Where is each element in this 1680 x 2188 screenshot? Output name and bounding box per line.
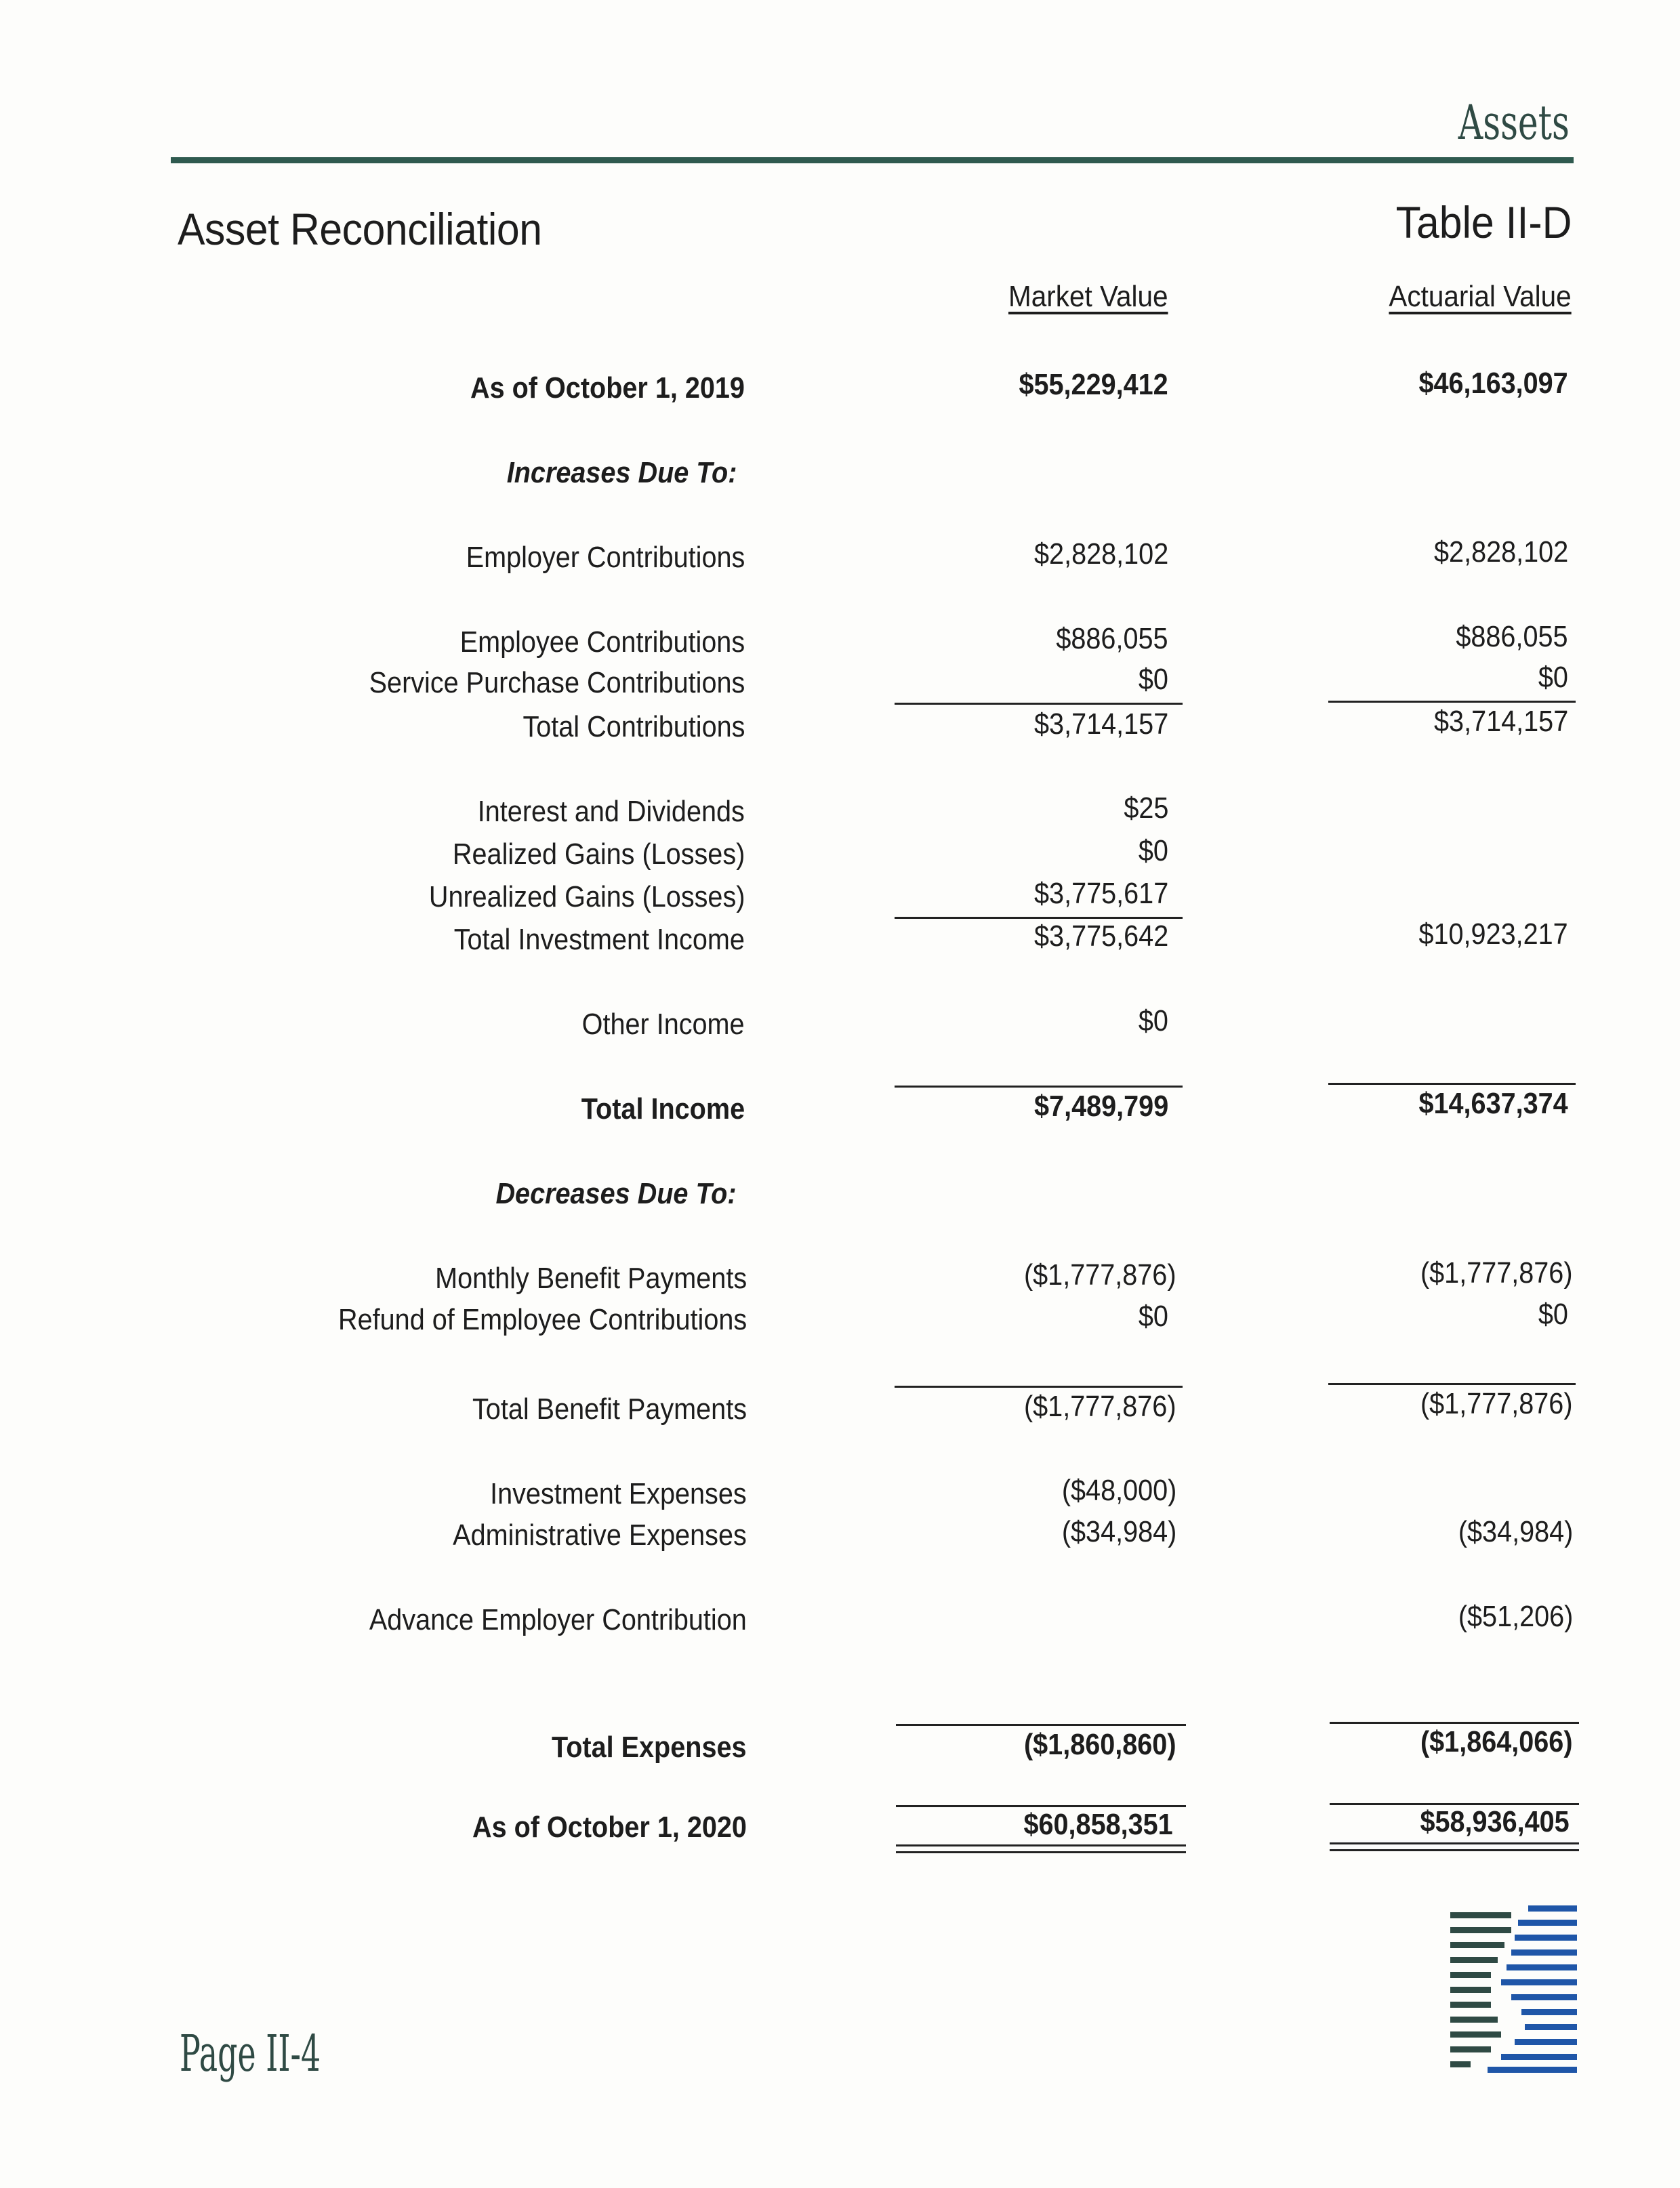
section-tag: Assets: [1458, 95, 1570, 150]
market-ending-double-rule-1: [896, 1844, 1186, 1846]
actuarial-advance-employer-contribution: ($51,206): [1458, 1600, 1573, 1633]
market-employer-contributions: $2,828,102: [1033, 537, 1168, 571]
actuarial-total-benefit-payments: ($1,777,876): [1420, 1387, 1573, 1420]
market-expenses-rule: [896, 1724, 1186, 1726]
market-unrealized-gains: $3,775,617: [1033, 877, 1168, 910]
market-other-income: $0: [1138, 1004, 1168, 1037]
market-total-income: $7,489,799: [1033, 1090, 1168, 1123]
row-label-unrealized-gains: Unrealized Gains (Losses): [428, 880, 745, 913]
market-employee-contributions: $886,055: [1056, 622, 1168, 655]
row-label-total-benefit-payments: Total Benefit Payments: [472, 1392, 747, 1426]
market-subtotal-rule: [895, 703, 1183, 705]
market-beginning: $55,229,412: [1019, 368, 1168, 401]
market-interest-dividends: $25: [1123, 791, 1168, 825]
market-total-income-rule: [895, 1086, 1183, 1088]
market-ending-double-rule-2: [896, 1851, 1186, 1853]
market-administrative-expenses: ($34,984): [1061, 1515, 1176, 1548]
market-monthly-benefit-payments: ($1,777,876): [1024, 1258, 1176, 1292]
row-label-employer-contributions: Employer Contributions: [466, 541, 745, 574]
market-investment-expenses: ($48,000): [1061, 1474, 1176, 1507]
actuarial-refund-employee-contributions: $0: [1538, 1298, 1568, 1331]
actuarial-expenses-rule: [1330, 1722, 1579, 1724]
market-ending: $60,858,351: [1023, 1808, 1173, 1841]
row-label-total-investment-income: Total Investment Income: [453, 923, 745, 956]
column-header-actuarial-value: Actuarial Value: [1389, 280, 1572, 313]
row-label-refund-employee-contributions: Refund of Employee Contributions: [337, 1303, 747, 1336]
market-ending-top-rule: [896, 1805, 1186, 1807]
row-label-advance-employer-contribution: Advance Employer Contribution: [369, 1603, 747, 1636]
page-title: Asset Reconciliation: [178, 204, 542, 254]
row-label-employee-contributions: Employee Contributions: [459, 625, 745, 659]
row-label-other-income: Other Income: [582, 1008, 745, 1041]
row-label-investment-expenses: Investment Expenses: [490, 1477, 747, 1510]
market-benefit-rule: [895, 1386, 1183, 1388]
market-total-contributions: $3,714,157: [1033, 707, 1168, 741]
table-id: Table II-D: [1395, 197, 1572, 247]
market-total-benefit-payments: ($1,777,876): [1024, 1390, 1176, 1423]
market-refund-employee-contributions: $0: [1138, 1300, 1168, 1333]
actuarial-service-purchase: $0: [1538, 661, 1568, 694]
actuarial-subtotal-rule: [1328, 701, 1576, 703]
market-total-investment-income: $3,775,642: [1033, 920, 1168, 953]
actuarial-total-contributions: $3,714,157: [1433, 705, 1568, 738]
header-rule: [171, 157, 1574, 163]
row-label-beginning: As of October 1, 2019: [470, 371, 745, 405]
actuarial-total-expenses: ($1,864,066): [1420, 1725, 1573, 1758]
row-label-total-expenses: Total Expenses: [552, 1731, 747, 1764]
actuarial-benefit-rule: [1328, 1383, 1576, 1385]
row-label-ending: As of October 1, 2020: [472, 1811, 747, 1844]
actuarial-total-income-rule: [1328, 1083, 1576, 1085]
page-number: Page II-4: [180, 2025, 321, 2083]
row-label-total-income: Total Income: [581, 1092, 745, 1126]
actuarial-ending-double-rule-1: [1330, 1842, 1579, 1844]
row-label-total-contributions: Total Contributions: [523, 710, 745, 743]
row-label-service-purchase: Service Purchase Contributions: [369, 666, 745, 699]
market-realized-gains: $0: [1138, 834, 1168, 867]
market-service-purchase: $0: [1138, 663, 1168, 696]
actuarial-employer-contributions: $2,828,102: [1433, 535, 1568, 569]
actuarial-ending: $58,936,405: [1420, 1805, 1570, 1838]
actuarial-employee-contributions: $886,055: [1456, 620, 1568, 653]
row-label-interest-dividends: Interest and Dividends: [477, 795, 745, 828]
striped-s-logo-icon: [1447, 1905, 1579, 2075]
row-label-administrative-expenses: Administrative Expenses: [453, 1519, 747, 1552]
actuarial-total-income: $14,637,374: [1418, 1087, 1568, 1120]
increases-header: Increases Due To:: [506, 456, 737, 489]
column-header-market-value: Market Value: [1008, 280, 1168, 313]
actuarial-administrative-expenses: ($34,984): [1458, 1515, 1573, 1548]
market-investment-rule: [895, 917, 1183, 919]
row-label-monthly-benefit-payments: Monthly Benefit Payments: [434, 1262, 747, 1295]
actuarial-monthly-benefit-payments: ($1,777,876): [1420, 1256, 1573, 1289]
decreases-header: Decreases Due To:: [495, 1177, 737, 1210]
actuarial-ending-double-rule-2: [1330, 1849, 1579, 1851]
row-label-realized-gains: Realized Gains (Losses): [452, 838, 745, 871]
actuarial-beginning: $46,163,097: [1418, 367, 1568, 400]
actuarial-total-investment-income: $10,923,217: [1418, 917, 1568, 951]
market-total-expenses: ($1,860,860): [1024, 1728, 1176, 1761]
